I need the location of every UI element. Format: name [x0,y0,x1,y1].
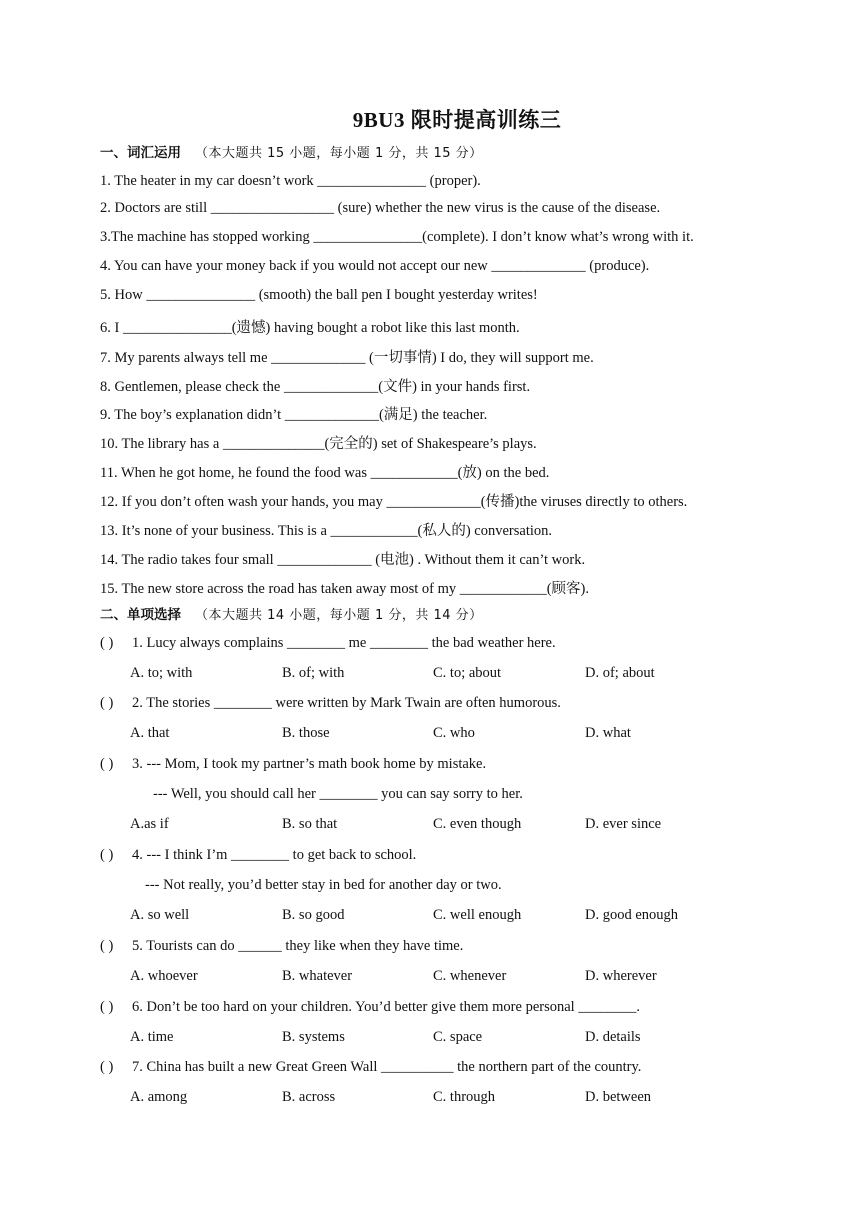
option-d: D. between [585,1089,652,1105]
vocab-item-7: 7. My parents always tell me _____________ (一切事情) I do, they will support me. [100,350,594,366]
option-a: A.as if [130,816,169,832]
question-text: 5. Tourists can do ______ they like when they have time. [132,938,464,954]
option-b: B. across [282,1089,336,1105]
answer-blank[interactable]: ( ) [100,695,114,711]
option-c: C. to; about [433,665,502,681]
option-d: D. good enough [585,907,679,923]
answer-blank[interactable]: ( ) [100,938,114,954]
question-subline: --- Well, you should call her ________ you can say sorry to her. [153,786,523,802]
section1-heading: 一、词汇运用 [100,145,181,161]
question-text: 1. Lucy always complains ________ me ________ the bad weather here. [132,635,556,651]
answer-blank[interactable]: ( ) [100,756,114,772]
option-a: A. to; with [130,665,193,681]
vocab-item-3: 3.The machine has stopped working _______________(complete). I don’t know what’s wrong with it. [100,229,694,245]
option-d: D. wherever [585,968,657,984]
option-a: A. among [130,1089,188,1105]
option-a: A. time [130,1029,174,1045]
option-d: D. ever since [585,816,662,832]
mc-question-5 [100,938,463,955]
answer-blank[interactable]: ( ) [100,1059,114,1075]
section1-note: （本大题共 15 小题，每小题 1 分，共 15 分） [195,146,483,161]
option-b: B. so good [282,907,345,923]
mc-question-1 [100,635,556,652]
question-subline: --- Not really, you’d better stay in bed for another day or two. [145,877,502,893]
vocab-item-8: 8. Gentlemen, please check the _____________(文件) in your hands first. [100,379,531,395]
section2-note: （本大题共 14 小题，每小题 1 分，共 14 分） [195,608,483,623]
vocab-item-9: 9. The boy’s explanation didn’t _____________(满足) the teacher. [100,407,488,423]
option-c: C. through [433,1089,496,1105]
option-d: D. details [585,1029,641,1045]
vocab-item-2: 2. Doctors are still _________________ (sure) whether the new virus is the cause of the disease. [100,200,661,216]
section2-heading: 二、单项选择 [100,607,181,623]
answer-blank[interactable]: ( ) [100,999,114,1015]
vocab-item-6: 6. I _______________(遗憾) having bought a robot like this last month. [100,320,520,336]
option-b: B. so that [282,816,338,832]
question-text: 2. The stories ________ were written by Mark Twain are often humorous. [132,695,561,711]
option-c: C. who [433,725,475,741]
option-d: D. of; about [585,665,655,681]
option-c: C. space [433,1029,483,1045]
vocab-item-15: 15. The new store across the road has taken away most of my ____________(顾客). [100,581,589,597]
question-text: 6. Don’t be too hard on your children. You’d better give them more personal ________. [132,999,640,1015]
vocab-item-10: 10. The library has a ______________(完全的) set of Shakespeare’s plays. [100,436,537,452]
mc-question-3 [100,756,486,773]
page-title: 9BU3 限时提高训练三 [352,108,562,132]
option-a: A. whoever [130,968,198,984]
mc-question-6 [100,999,640,1016]
vocab-item-5: 5. How _______________ (smooth) the ball pen I bought yesterday writes! [100,287,538,303]
option-b: B. of; with [282,665,345,681]
vocab-item-1: 1. The heater in my car doesn’t work _______________ (proper). [100,173,481,189]
vocab-item-13: 13. It’s none of your business. This is a ____________(私人的) conversation. [100,523,553,539]
answer-blank[interactable]: ( ) [100,635,114,651]
vocab-item-12: 12. If you don’t often wash your hands, you may _____________(传播)the viruses directly to others. [100,494,688,510]
option-c: C. well enough [433,907,522,923]
option-b: B. those [282,725,330,741]
option-c: C. whenever [433,968,507,984]
option-b: B. systems [282,1029,345,1045]
question-text: 4. --- I think I’m ________ to get back to school. [132,847,417,863]
section2-header [100,603,483,624]
answer-blank[interactable]: ( ) [100,847,114,863]
question-text: 3. --- Mom, I took my partner’s math book home by mistake. [132,756,487,772]
option-b: B. whatever [282,968,353,984]
question-text: 7. China has built a new Great Green Wall __________ the northern part of the country. [132,1059,642,1075]
option-a: A. so well [130,907,190,923]
vocab-item-4: 4. You can have your money back if you would not accept our new _____________ (produce). [100,258,650,274]
mc-question-7 [100,1059,641,1076]
vocab-item-11: 11. When he got home, he found the food was ____________(放) on the bed. [100,465,550,481]
option-a: A. that [130,725,170,741]
option-c: C. even though [433,816,522,832]
vocab-item-14: 14. The radio takes four small _____________ (电池) . Without them it can’t work. [100,552,586,568]
option-d: D. what [585,725,631,741]
mc-question-4 [100,847,416,864]
mc-question-2 [100,695,561,712]
section1-header [100,141,483,162]
